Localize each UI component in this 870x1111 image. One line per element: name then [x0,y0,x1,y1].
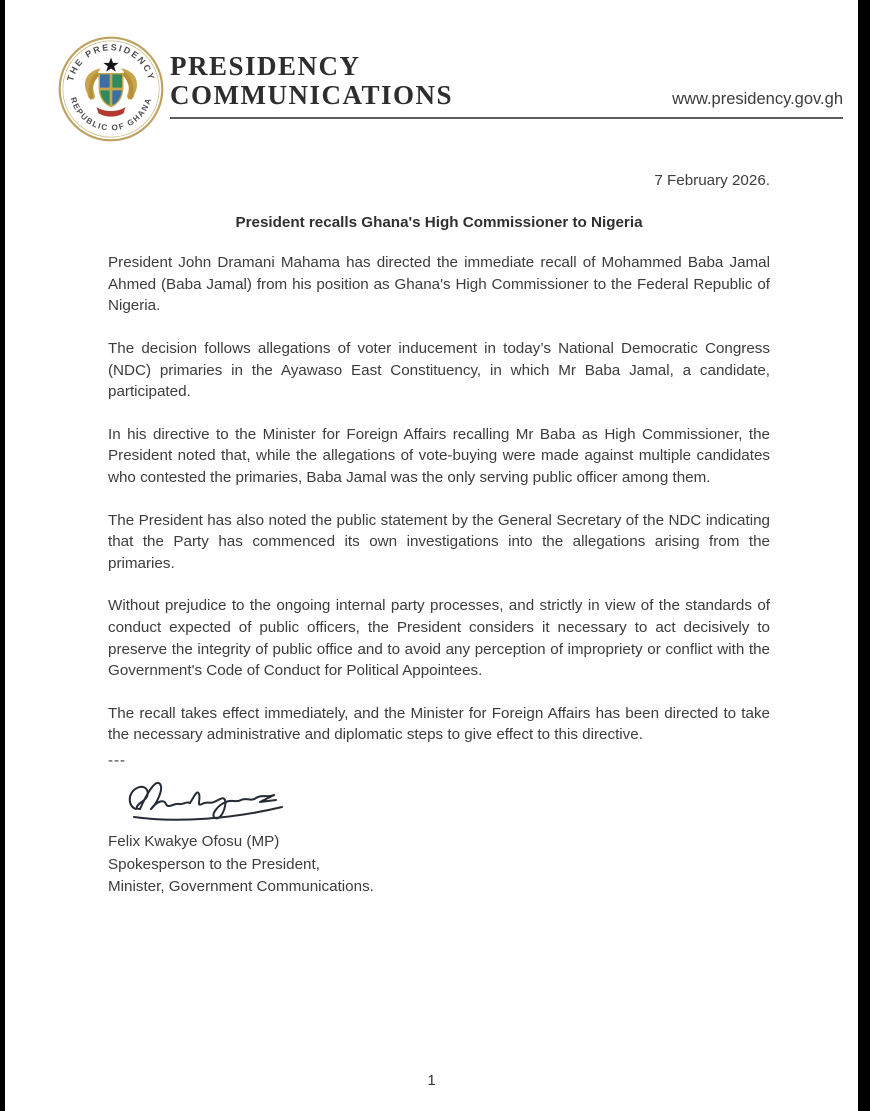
header-divider [170,117,843,119]
signature-separator: --- [108,752,126,769]
paragraph-3: In his directive to the Minister for Foreign Affairs recalling Mr Baba as High Commissioner, the President noted that, while the allegations of vote-buying were made against multiple candidates who contested the primaries, Baba Jamal was the only serving public officer among them. [108,425,770,486]
seal-arc-top-text: THE PRESIDENCY [65,42,157,83]
paragraph-2: The decision follows allegations of voter inducement in today’s National Democratic Congress (NDC) primaries in the Ayawaso East Constituency, in which Mr Baba Jamal, a candidate, participated. [108,339,770,401]
paragraph-1: President John Dramani Mahama has directed the immediate recall of Mohammed Baba Jamal Ahmed (Baba Jamal) from his position as Ghana's High Commissioner to the Federal Republic of Nigeria. [108,254,770,315]
signatory-title-2: Minister, Government Communications. [108,878,374,895]
website-text: www.presidency.gov.gh [672,90,843,108]
paragraph-6: The recall takes effect immediately, and the Minister for Foreign Affairs has been directed to take the necessary administrative and diplomatic steps to give effect to this directive. [108,704,770,744]
presidency-seal-icon [57,35,165,143]
signatory-details [108,831,528,899]
letterhead [5,0,858,150]
org-name [170,52,453,110]
document-body [108,170,770,746]
paragraph-4: The President has also noted the public statement by the General Secretary of the NDC indicating that the Party has commenced its own investigations into the allegations arising from the primaries. [108,511,770,572]
press-release-page [5,0,858,1111]
screen-edge-right [858,0,870,1111]
document-date: 7 February 2026. [654,172,770,189]
seal-arc-bottom-text: REPUBLIC OF GHANA [68,96,154,133]
page-number: 1 [427,1072,436,1089]
signatory-name: Felix Kwakye Ofosu (MP) [108,833,280,850]
signatory-title-1: Spokesperson to the President, [108,855,320,873]
signature-block [108,752,528,899]
document-title: President recalls Ghana's High Commissioner to Nigeria [235,213,643,231]
handwritten-signature-icon [122,771,297,829]
org-name-line2: COMMUNICATIONS [170,80,453,110]
paragraph-5: Without prejudice to the ongoing internal party processes, and strictly in view of the standards of conduct expected of public officers, the President considers it necessary to act decisively to preserve the integrity of public office and to avoid any perception of impropriety or conflict with the Government's Code of Conduct for Political Appointees. [108,597,770,680]
org-name-line1: PRESIDENCY [170,51,361,81]
